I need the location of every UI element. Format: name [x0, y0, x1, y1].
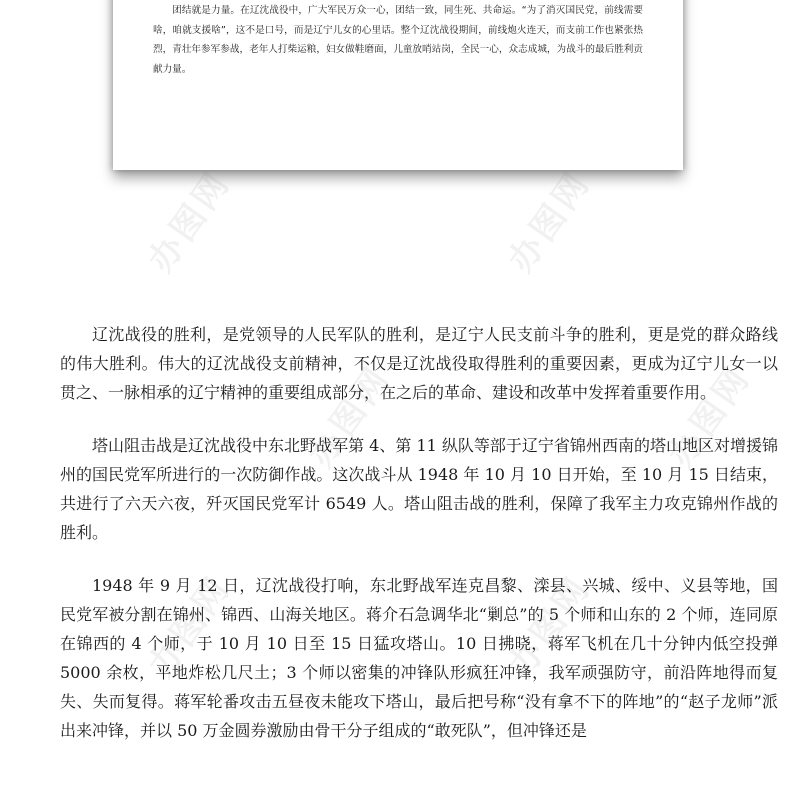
paragraph-tashan-battle: 1948 年 9 月 12 日，辽沈战役打响，东北野战军连克昌黎、滦县、兴城、绥中、义县等地，国民党军被分割在锦州、锦西、山海关地区。蒋介石急调华北“剿总”的 5 个师和山东的 2 个师，连同原在锦西的 4 个师，于 10 月 10 日至 15 日猛攻塔山。10 日拂晓，蒋军飞机在几十分钟内低空投弹 5000 余枚，平地炸松几尺土；3 个师以密集的冲锋队形疯狂冲锋，我军顽强防守，前沿阵地得而复失、失而复得。蒋军轮番攻击五昼夜未能攻下塔山，最后把号称“没有拿不下的阵地”的“赵子龙师”派出来冲锋，并以 50 万金圆券激励由骨干分子组成的“敢死队”，但冲锋还是 [60, 576, 778, 740]
watermark: 办图网 [300, 358, 399, 475]
quote-card-text: 团结就是力量。在辽沈战役中，广大军民万众一心，团结一致，同生死、共命运。“为了消灭国民党，前线需要啥，咱就支援啥”，这不是口号，而是辽宁儿女的心里话。整个辽沈战役期间，前线炮火连天，而支前工作也紧张热烈，青壮年参军参战，老年人打柴运粮，妇女做鞋磨面，儿童放哨站岗，全民一心，众志成城，为战斗的最后胜利贡献力量。 [153, 5, 643, 75]
watermark: 办图网 [500, 568, 599, 685]
watermark: 办图网 [140, 568, 239, 685]
article-body [60, 320, 778, 745]
paragraph-victory-significance: 辽沈战役的胜利，是党领导的人民军队的胜利，是辽宁人民支前斗争的胜利，更是党的群众路线的伟大胜利。伟大的辽沈战役支前精神，不仅是辽沈战役取得胜利的重要因素，更成为辽宁儿女一以贯之、一脉相承的辽宁精神的重要组成部分，在之后的革命、建设和改革中发挥着重要作用。 [60, 325, 778, 402]
watermark: 办图网 [140, 163, 239, 280]
watermark: 办图网 [500, 163, 599, 280]
watermark: 办图网 [660, 358, 759, 475]
quote-card [113, 0, 683, 170]
paragraph-tashan-overview: 塔山阻击战是辽沈战役中东北野战军第 4、第 11 纵队等部于辽宁省锦州西南的塔山地区对增援锦州的国民党军所进行的一次防御作战。这次战斗从 1948 年 10 月 10 日开始，至 10 月 15 日结束，共进行了六天六夜，歼灭国民党军计 6549 人。塔山阻击战的胜利，保障了我军主力攻克锦州作战的胜利。 [60, 436, 778, 542]
